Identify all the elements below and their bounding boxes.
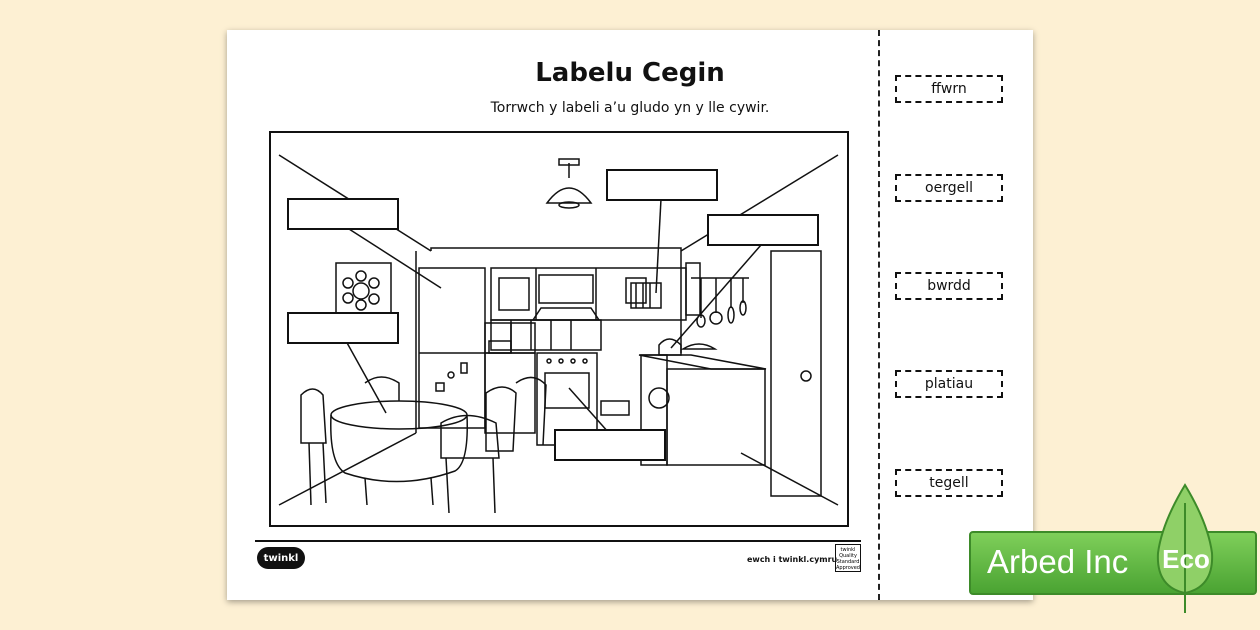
blank-label-kettle[interactable] (707, 214, 819, 246)
cut-label-tegell[interactable]: tegell (895, 469, 1003, 497)
cut-label-ffwrn[interactable]: ffwrn (895, 75, 1003, 103)
instructions-text: Torrwch y labeli a’u gludo yn y lle cywir. (490, 100, 770, 116)
quality-badge-icon: twinkl Quality Standard Approved (835, 544, 861, 572)
footer-divider (255, 540, 861, 542)
twinkl-logo: twinkl (257, 547, 305, 569)
blank-label-oven[interactable] (554, 429, 666, 461)
cut-line (878, 30, 880, 600)
footer-url: ewch i twinkl.cymru (747, 555, 838, 564)
kitchen-illustration (269, 131, 849, 527)
blank-label-table[interactable] (287, 312, 399, 344)
page-title: Labelu Cegin (535, 58, 725, 88)
eco-badge-text: Eco (1162, 544, 1210, 574)
cut-label-bwrdd[interactable]: bwrdd (895, 272, 1003, 300)
worksheet-page (227, 30, 1033, 600)
eco-brand-text: Arbed Inc (987, 543, 1129, 580)
blank-label-plates[interactable] (606, 169, 718, 201)
cut-label-platiau[interactable]: platiau (895, 370, 1003, 398)
cut-label-oergell[interactable]: oergell (895, 174, 1003, 202)
blank-label-fridge[interactable] (287, 198, 399, 230)
